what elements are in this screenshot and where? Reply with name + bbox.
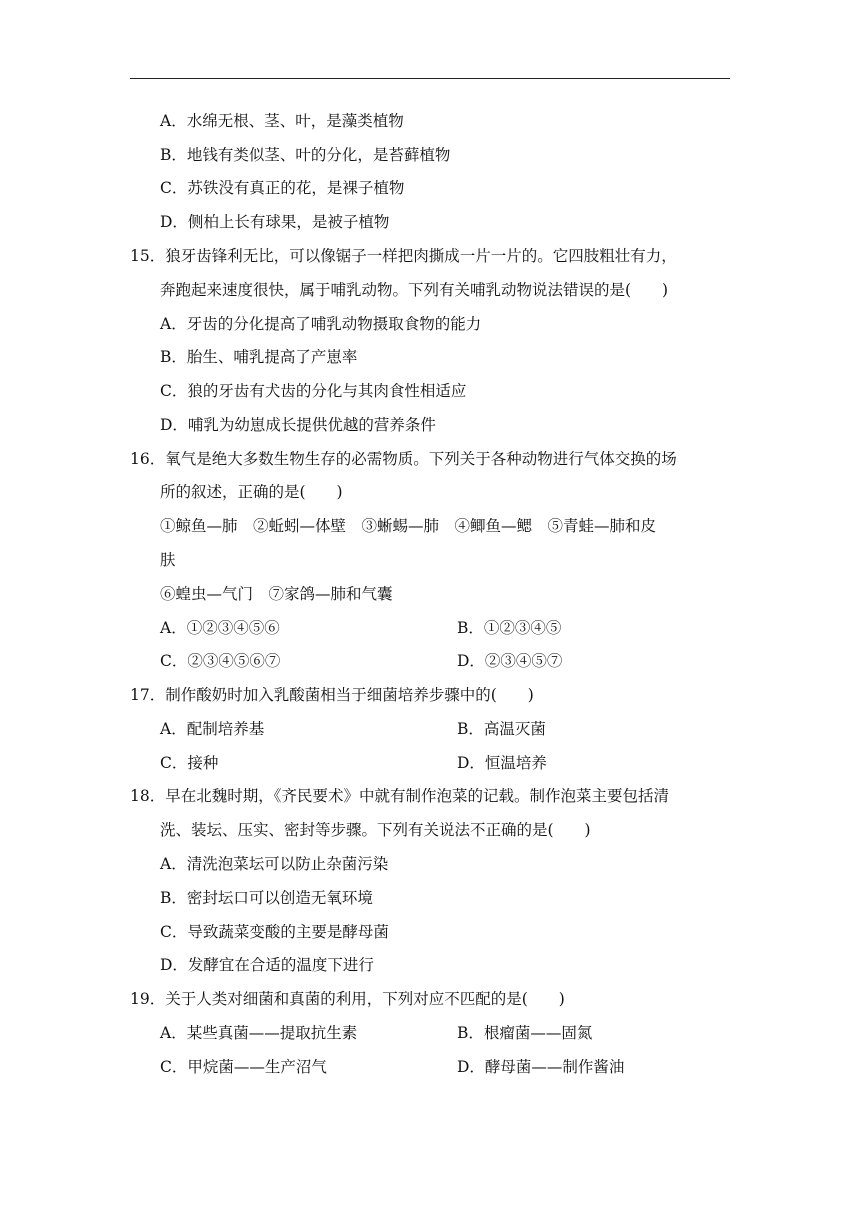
- q19-option-d: D．酵母菌——制作酱油: [457, 1058, 625, 1076]
- q16-option-d: D．②③④⑤⑦: [457, 652, 563, 670]
- q19-option-c: C．甲烷菌——生产沼气: [160, 1058, 327, 1076]
- q17-stem: 17．制作酸奶时加入乳酸菌相当于细菌培养步骤中的( ): [130, 686, 534, 704]
- q15-stem-line2: 奔跑起来速度很快，属于哺乳动物。下列有关哺乳动物说法错误的是( ): [160, 281, 669, 299]
- q16-items-line1-cont: 肤: [160, 551, 176, 569]
- q18-option-c: C．导致蔬菜变酸的主要是酵母菌: [160, 923, 389, 941]
- prev-option-b: B．地钱有类似茎、叶的分化，是苔藓植物: [160, 146, 451, 164]
- q18-option-d: D．发酵宜在合适的温度下进行: [160, 956, 374, 974]
- q15-option-b: B．胎生、哺乳提高了产崽率: [160, 348, 358, 366]
- q15-stem-line1: 15．狼牙齿锋利无比，可以像锯子一样把肉撕成一片一片的。它四肢粗壮有力，: [130, 247, 677, 265]
- q16-stem-line2: 所的叙述，正确的是( ): [160, 483, 343, 501]
- q15-option-a: A．牙齿的分化提高了哺乳动物摄取食物的能力: [160, 315, 482, 333]
- q16-option-b: B．①②③④⑤: [457, 619, 562, 637]
- q18-stem-line1: 18．早在北魏时期，《齐民要术》中就有制作泡菜的记载。制作泡菜主要包括清: [130, 787, 669, 805]
- header-rule: [130, 78, 730, 79]
- q15-option-d: D．哺乳为幼崽成长提供优越的营养条件: [160, 416, 436, 434]
- q17-option-a: A．配制培养基: [160, 720, 265, 738]
- q19-option-a: A．某些真菌——提取抗生素: [160, 1024, 358, 1042]
- q17-option-b: B．高温灭菌: [457, 720, 546, 738]
- q16-option-c: C．②③④⑤⑥⑦: [160, 652, 281, 670]
- prev-option-a: A．水绵无根、茎、叶，是藻类植物: [160, 112, 404, 130]
- q15-option-c: C．狼的牙齿有犬齿的分化与其肉食性相适应: [160, 382, 467, 400]
- q16-stem-line1: 16．氧气是绝大多数生物生存的必需物质。下列关于各种动物进行气体交换的场: [130, 450, 677, 468]
- q17-option-c: C．接种: [160, 754, 219, 772]
- q17-option-d: D．恒温培养: [457, 754, 547, 772]
- q19-option-b: B．根瘤菌——固氮: [457, 1024, 593, 1042]
- q18-option-b: B．密封坛口可以创造无氧环境: [160, 889, 373, 907]
- q16-items-line2: ⑥蝗虫—气门 ⑦家鸽—肺和气囊: [160, 585, 393, 603]
- q18-stem-line2: 洗、装坛、压实、密封等步骤。下列有关说法不正确的是( ): [160, 821, 591, 839]
- q16-items-line1: ①鲸鱼—肺 ②蚯蚓—体壁 ③蜥蜴—肺 ④鲫鱼—鳃 ⑤青蛙—肺和皮: [160, 517, 657, 535]
- prev-option-d: D．侧柏上长有球果，是被子植物: [160, 213, 390, 231]
- q16-option-a: A．①②③④⑤⑥: [160, 619, 280, 637]
- prev-option-c: C．苏铁没有真正的花，是裸子植物: [160, 179, 405, 197]
- q18-option-a: A．清洗泡菜坛可以防止杂菌污染: [160, 855, 389, 873]
- q19-stem: 19．关于人类对细菌和真菌的利用，下列对应不匹配的是( ): [130, 990, 565, 1008]
